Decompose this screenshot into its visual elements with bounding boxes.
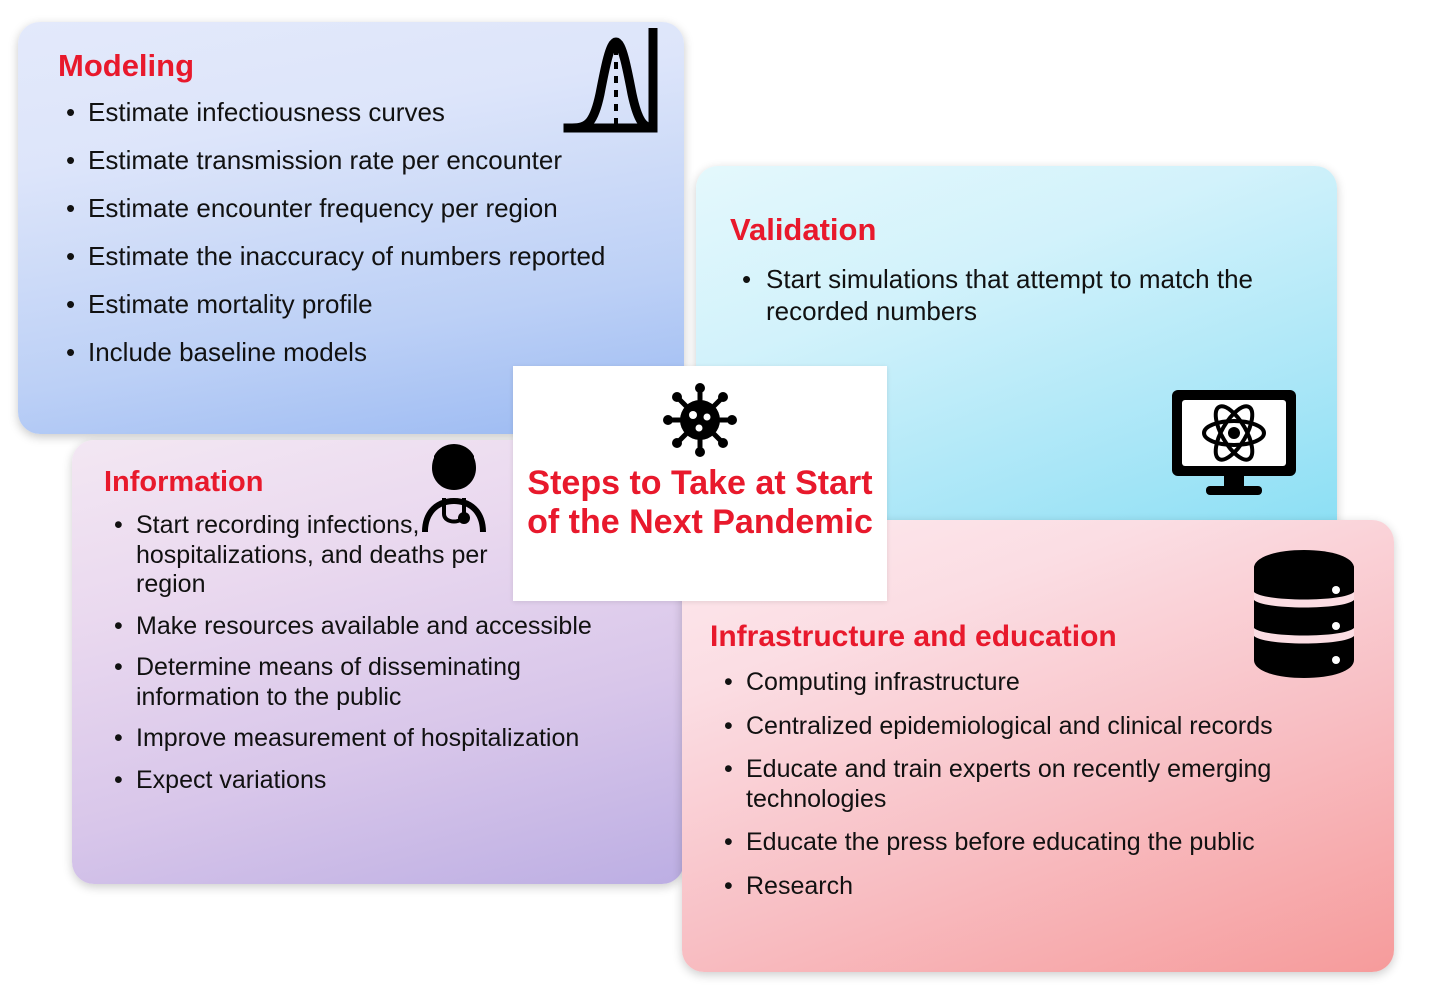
list-item: • Determine means of disseminating information to the public	[104, 653, 636, 712]
list-item: • Estimate the inaccuracy of numbers reported	[58, 242, 658, 270]
list-item: • Improve measurement of hospitalization	[104, 724, 664, 754]
card-validation-title: Validation	[730, 212, 877, 247]
list-item: • Educate the press before educating the public	[710, 828, 1370, 858]
list-item: • Estimate transmission rate per encounter	[58, 146, 658, 174]
monitor-atom-icon	[1168, 386, 1300, 503]
list-item: • Computing infrastructure	[710, 668, 1370, 698]
card-validation-list	[730, 264, 1307, 327]
card-infrastructure-title: Infrastructure and education	[710, 620, 1117, 653]
card-modeling-title: Modeling	[58, 48, 195, 83]
list-item: • Educate and train experts on recently emerging technologies	[710, 755, 1276, 814]
list-item: • Research	[710, 872, 1370, 902]
virus-icon	[662, 382, 738, 458]
list-item: • Make resources available and accessible	[104, 612, 664, 642]
list-item: • Estimate infectiousness curves	[58, 98, 658, 126]
center-title-box	[513, 366, 887, 601]
list-item: • Start simulations that attempt to match the recorded numbers	[730, 264, 1307, 327]
database-icon	[1248, 548, 1360, 685]
doctor-icon	[404, 440, 504, 541]
card-infrastructure-list	[710, 668, 1370, 901]
card-information-title: Information	[104, 466, 264, 498]
list-item: • Estimate encounter frequency per region	[58, 194, 658, 222]
list-item: • Estimate mortality profile	[58, 290, 658, 318]
list-item: • Centralized epidemiological and clinical records	[710, 712, 1370, 742]
list-item: • Include baseline models	[58, 338, 658, 366]
infectiousness-curve-icon	[558, 28, 662, 143]
list-item: • Start recording infections, hospitalizations, and deaths per region	[104, 511, 496, 600]
page-title: Steps to Take at Start of the Next Pandemic	[527, 464, 873, 542]
list-item: • Expect variations	[104, 766, 664, 796]
